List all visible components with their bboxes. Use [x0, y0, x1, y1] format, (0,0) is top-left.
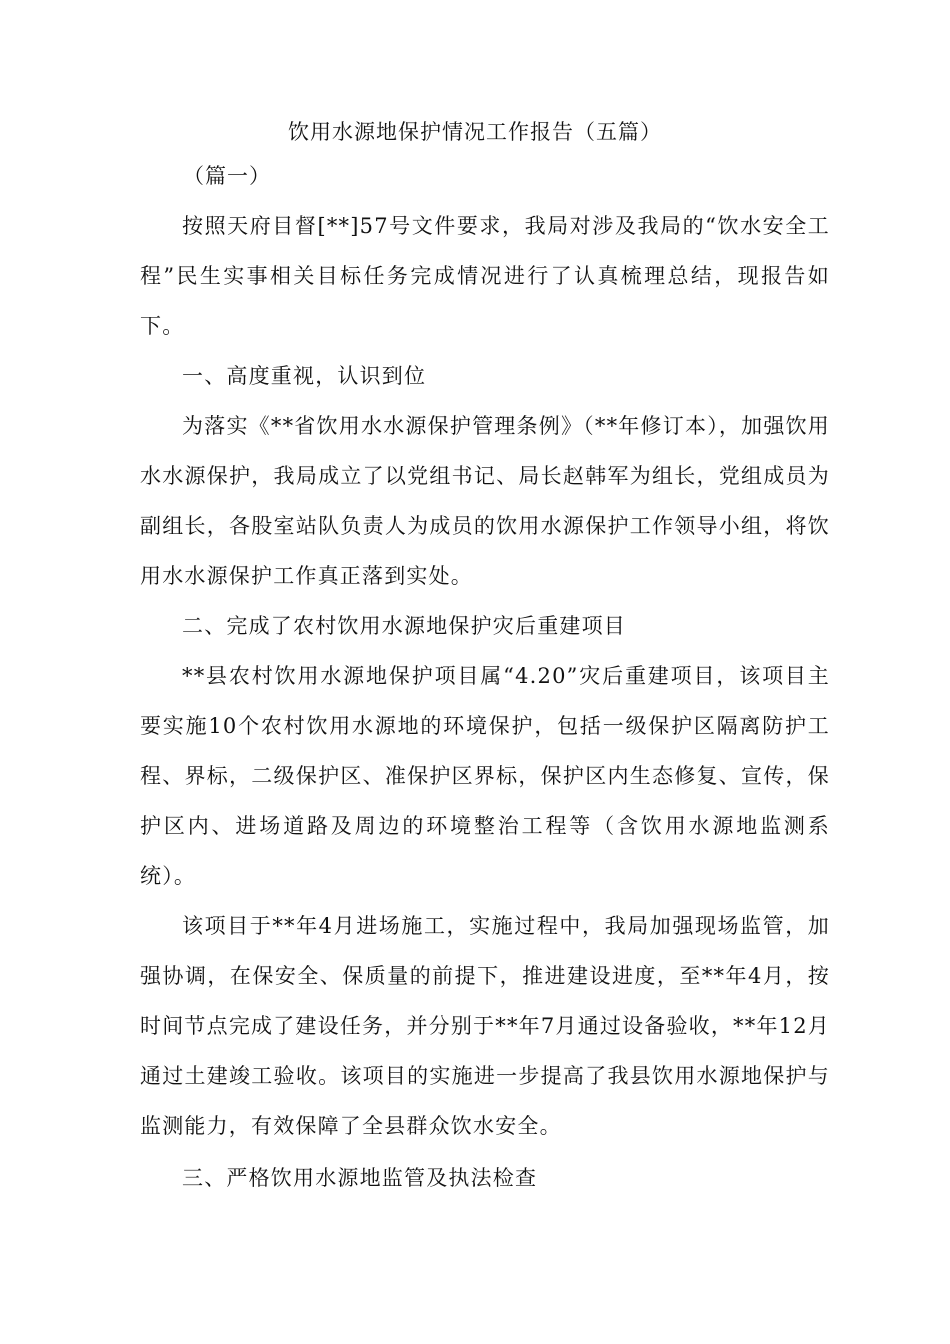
section2-paragraph-2: 该项目于**年4月进场施工，实施过程中，我局加强现场监管，加强协调，在保安全、保质量的前提下，推进建设进度，至**年4月，按时间节点完成了建设任务，并分别于**年7月通过设备验收，**年12月通过土建竣工验收。该项目的实施进一步提高了我县饮用水源地保护与监测能力，有效保障了全县群众饮水安全。 [140, 914, 830, 1138]
section2-heading: 二、完成了农村饮用水源地保护灾后重建项目 [182, 614, 626, 638]
document-title: 饮用水源地保护情况工作报告（五篇） [288, 120, 662, 144]
section1-heading: 一、高度重视，认识到位 [182, 364, 427, 388]
section3-heading: 三、严格饮用水源地监管及执法检查 [182, 1166, 538, 1190]
part-label: （篇一） [183, 164, 271, 188]
intro-paragraph: 按照天府目督[**]57号文件要求，我局对涉及我局的“饮水安全工程”民生实事相关目标任务完成情况进行了认真梳理总结，现报告如下。 [140, 214, 830, 338]
section2-paragraph-1: **县农村饮用水源地保护项目属“4.20”灾后重建项目，该项目主要实施10个农村饮用水源地的环境保护，包括一级保护区隔离防护工程、界标，二级保护区、准保护区界标，保护区内生态修复、宣传，保护区内、进场道路及周边的环境整治工程等（含饮用水源地监测系统）。 [140, 664, 830, 888]
section1-paragraph: 为落实《**省饮用水水源保护管理条例》（**年修订本），加强饮用水水源保护，我局成立了以党组书记、局长赵韩军为组长，党组成员为副组长，各股室站队负责人为成员的饮用水源保护工作领导小组，将饮用水水源保护工作真正落到实处。 [140, 414, 830, 588]
